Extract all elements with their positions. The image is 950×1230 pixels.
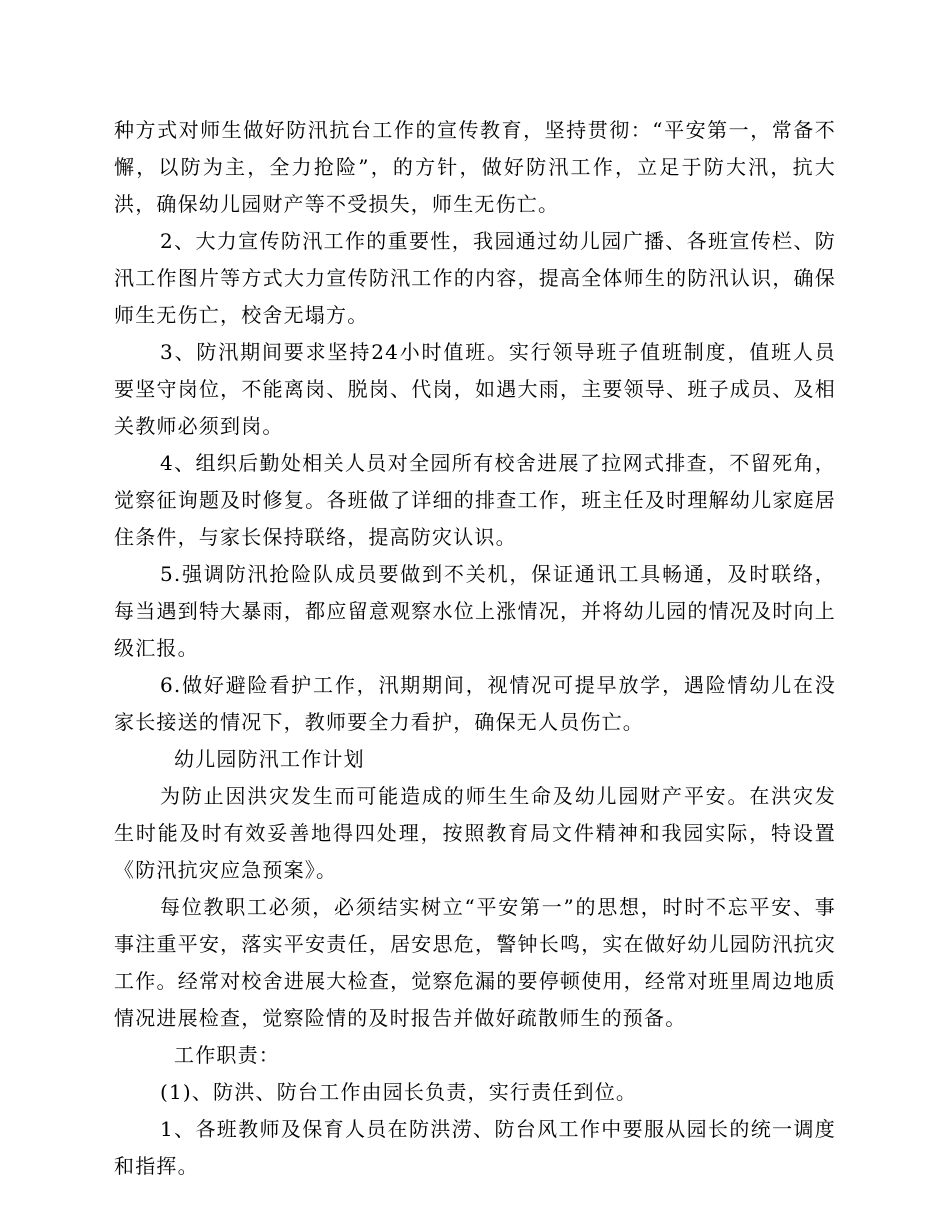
- paragraph-item-3: 3、防汛期间要求坚持24小时值班。实行领导班子值班制度，值班人员要坚守岗位，不能离岗、脱岗、代岗，如遇大雨，主要领导、班子成员、及相关教师必须到岗。: [114, 340, 836, 438]
- paragraph-item-6: 6.做好避险看护工作，汛期期间，视情况可提早放学，遇险情幼儿在没家长接送的情况下，教师要全力看护，确保无人员伤亡。: [114, 673, 836, 734]
- duty-item-main: (1)、防洪、防台工作由园长负责，实行责任到位。: [160, 1080, 638, 1104]
- paragraph-item-5: 5.强调防汛抢险队成员要做到不关机，保证通讯工具畅通，及时联络，每当遇到特大暴雨，都应留意观察水位上涨情况，并将幼儿园的情况及时向上级汇报。: [114, 562, 836, 660]
- duty-item-1: 1、各班教师及保育人员在防洪涝、防台风工作中要服从园长的统一调度和指挥。: [114, 1117, 836, 1178]
- duties-heading: 工作职责：: [174, 1043, 280, 1067]
- paragraph-intro: 为防止因洪灾发生而可能造成的师生生命及幼儿园财产平安。在洪灾发生时能及时有效妥善地得四处理，按照教育局文件精神和我园实际，特设置《防汛抗灾应急预案》。: [114, 784, 836, 882]
- paragraph-item-2: 2、大力宣传防汛工作的重要性，我园通过幼儿园广播、各班宣传栏、防汛工作图片等方式大力宣传防汛工作的内容，提高全体师生的防汛认识，确保师生无伤亡，校舍无塌方。: [114, 229, 836, 327]
- document-body: [114, 112, 836, 1185]
- paragraph-staff: 每位教职工必须，必须结实树立“平安第一”的思想，时时不忘平安、事事注重平安，落实平安责任，居安思危，警钟长鸣，实在做好幼儿园防汛抗灾工作。经常对校舍进展大检查，觉察危漏的要停顿使用，经常对班里周边地质情况进展检查，觉察险情的及时报告并做好疏散师生的预备。: [114, 895, 836, 1030]
- paragraph-continuation: 种方式对师生做好防汛抗台工作的宣传教育，坚持贯彻：“平安第一，常备不懈，以防为主，全力抢险”，的方针，做好防汛工作，立足于防大汛，抗大洪，确保幼儿园财产等不受损失，师生无伤亡。: [114, 118, 836, 216]
- paragraph-item-4: 4、组织后勤处相关人员对全园所有校舍进展了拉网式排查，不留死角，觉察征询题及时修复。各班做了详细的排查工作，班主任及时理解幼儿家庭居住条件，与家长保持联络，提高防灾认识。: [114, 451, 836, 549]
- section-title: 幼儿园防汛工作计划: [174, 747, 365, 771]
